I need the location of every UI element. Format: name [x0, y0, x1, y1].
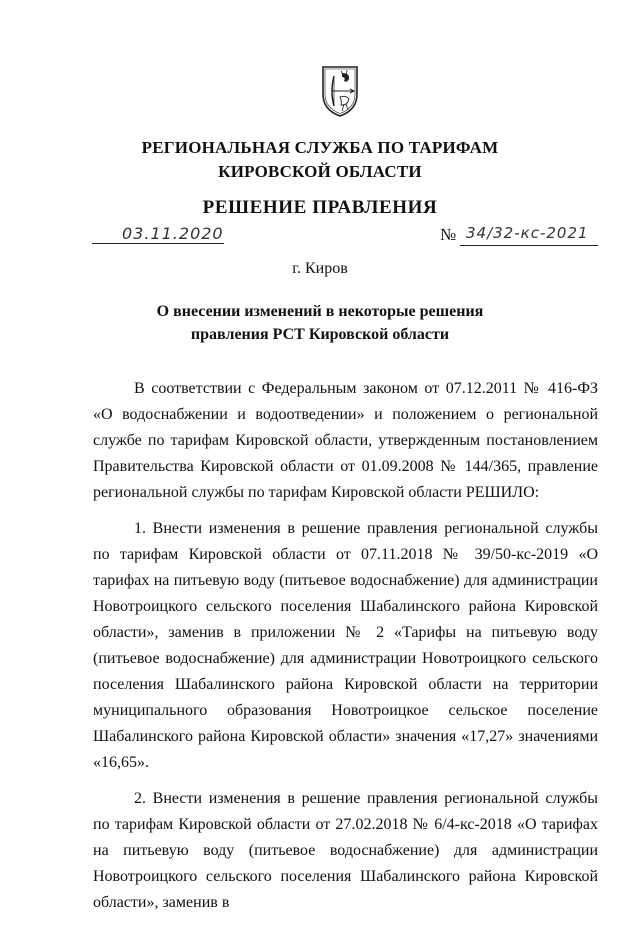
body-paragraph-item-1: 1. Внести изменения в решение правления региональной службы по тарифам Кировской области от 07.11.2018 № 39/50-кс-2019 «О тарифах на питьевую воду (питьевое водоснабжение) для администрации Новотроицкого сельского поселения Шабалинского района Кировской области», заменив в приложении № 2 «Тарифы на питьевую воду (питьевое водоснабжение) для администрации Новотроицкого сельского поселения Шабалинского района Кировской области на территории муниципального образования Новотроицкое сельское поселение Шабалинского района Кировской области» значения «17,27» значениями «16,65».: [93, 520, 598, 771]
coat-of-arms-icon: [320, 64, 360, 118]
city-name: г. Киров: [292, 260, 348, 277]
handwritten-date: 03.11.2020: [122, 224, 224, 243]
number-underline: [460, 244, 598, 246]
number-label: №: [440, 225, 457, 244]
document-type-title: РЕШЕНИЕ ПРАВЛЕНИЯ: [202, 197, 438, 218]
organization-name-line-2: КИРОВСКОЙ ОБЛАСТИ: [218, 162, 422, 181]
body-paragraph-item-2: 2. Внести изменения в решение правления региональной службы по тарифам Кировской области от 27.02.2018 № 6/4-кс-2018 «О тарифах на питьевую воду (питьевое водоснабжение) для администрации Новотроицкого сельского поселения Шабалинского района Кировской области», заменив в: [93, 790, 598, 911]
date-underline: [92, 242, 224, 244]
body-paragraph-preamble: В соответствии с Федеральным законом от 07.12.2011 № 416-ФЗ «О водоснабжении и водоотведении» и положением о региональной службе по тарифам Кировской области, утвержденным постановлением Правительства Кировской области от 01.09.2008 № 144/365, правление региональной службы по тарифам Кировской области РЕШИЛО:: [93, 380, 598, 501]
document-body: [93, 376, 598, 926]
handwritten-document-number: 34/32-кс-2021: [466, 224, 589, 242]
organization-name-line-1: РЕГИОНАЛЬНАЯ СЛУЖБА ПО ТАРИФАМ: [141, 138, 499, 157]
subject-line-2: правления РСТ Кировской области: [190, 326, 450, 343]
subject-line-1: О внесении изменений в некоторые решения: [156, 303, 484, 320]
